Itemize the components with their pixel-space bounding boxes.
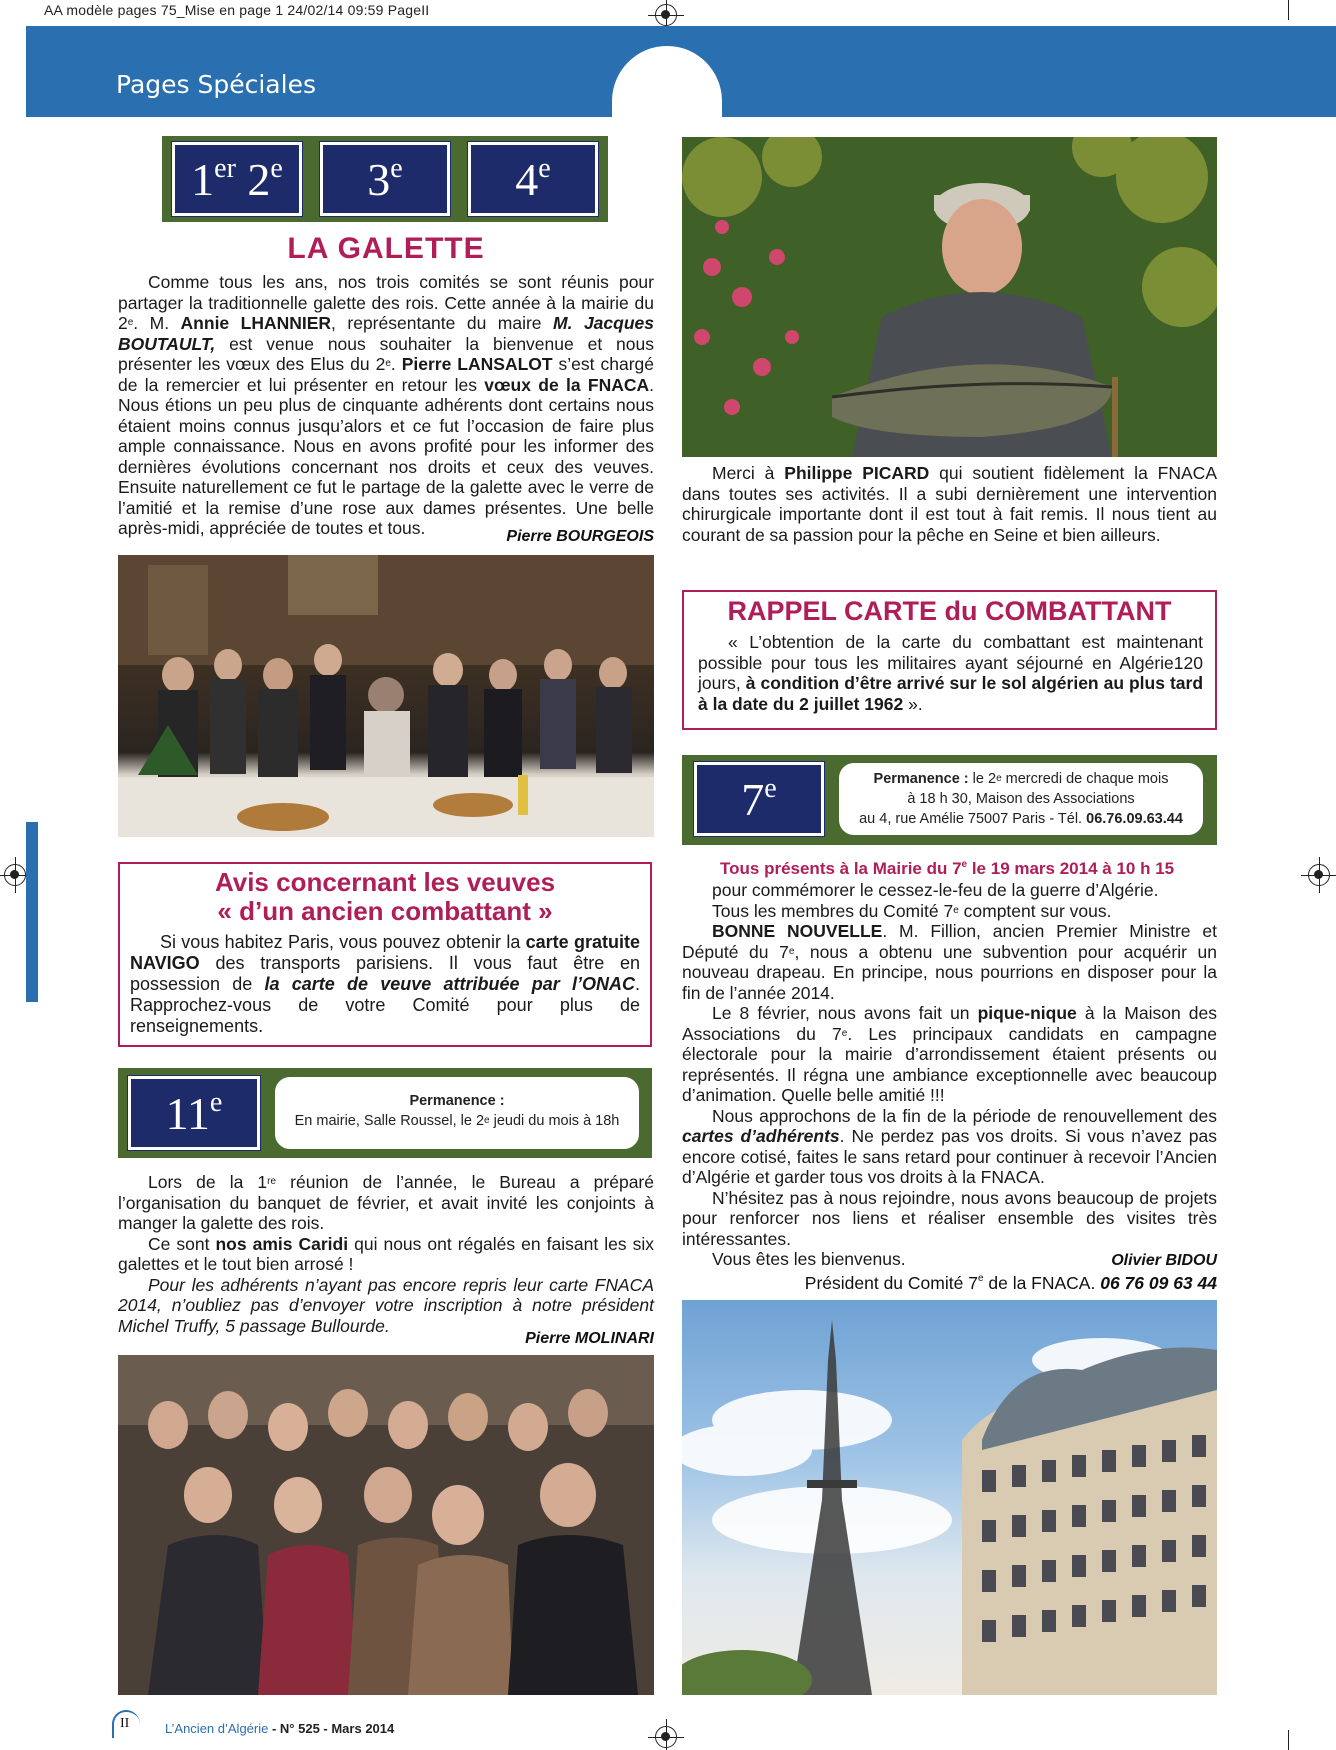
- committee-11-signature: Pierre MOLINARI: [525, 1330, 654, 1347]
- side-tab: [26, 822, 38, 1002]
- footer-publication: L’Ancien d’Algérie - N° 525 - Mars 2014: [165, 1721, 395, 1736]
- committee-11-article: Lors de la 1re réunion de l’année, le Bureau a préparé l’organisation du banquet de février, et avait invité les conjoints à manger la galette des rois. Ce sont nos amis Caridi qui nous ont régalés en faisant les six galettes et le tout bien arrosé ! Pour les adhérents n’ayant pas encore repris leur carte FNACA 2014, n’oubliez pas d’envoyer votre inscription à notre président Michel Truffy, 5 passage Bullourde.: [118, 1172, 654, 1336]
- photo-eiffel-tower: [682, 1300, 1217, 1695]
- rappel-title: RAPPEL CARTE du COMBATTANT: [727, 596, 1172, 626]
- veuves-text: Si vous habitez Paris, vous pouvez obtenir la carte gratuite NAVIGO des transports parisiens. Il vous faut être en possession de la carte de veuve attribuée par l’ONAC. Rapprochez-vous de votre Comité pour plus de renseignements.: [130, 932, 641, 1036]
- galette-signature: Pierre BOURGEOIS: [506, 528, 654, 545]
- committee-7-signature: Olivier BIDOU: [1111, 1252, 1217, 1269]
- galette-article: Comme tous les ans, nos trois comités se sont réunis pour partager la traditionnelle galette des rois. Cette année à la mairie du 2e. M. Annie LHANNIER, représentante du maire M. Jacques BOUTAULT, est venue nous souhaiter la bienvenue et nous présenter les vœux des Elus du 2e. Pierre LANSALOT s’est chargé de la remercier et lui présenter en retour les vœux de la FNACA. Nous étions un peu plus de cinquante adhérents dont certains nous étaient moins connus jusqu’alors et ce fut l’occasion de faire plus ample connaissance. Nous en avons profité pour les informer des dernières évolutions concernant nos droits et ceux des veuves. Ensuite naturellement ce fut le partage de la galette avec le verre de l’amitié et la remise d’une rose aux dames présentes. Une belle après-midi, appréciée de toutes et tous.: [118, 272, 655, 538]
- photo-committee-11-group: [118, 1355, 654, 1695]
- photo-philippe-picard: [682, 137, 1217, 457]
- print-slug: AA modèle pages 75_Mise en page 1 24/02/14 09:59 PageII: [44, 2, 430, 18]
- registration-mark-icon: [4, 864, 26, 886]
- picard-caption: Merci à Philippe PICARD qui soutient fidèlement la FNACA dans toutes ses activités. Il a subi dernièrement une intervention chirurgicale importante dont il est tout à fait remis. Il nous tient au courant de sa passion pour la pêche en Seine et bien ailleurs.: [682, 463, 1217, 545]
- galette-title: LA GALETTE: [287, 232, 485, 265]
- committee-box-3: 3e: [320, 142, 450, 216]
- photo-galette-reception: [118, 555, 654, 837]
- registration-mark-icon: [1308, 864, 1330, 886]
- committee-7-article: pour commémorer le cessez-le-feu de la guerre d’Algérie. Tous les membres du Comité 7e comptent sur vous. BONNE NOUVELLE. M. Fillion, ancien Premier Ministre et Député du 7e, nous a obtenu une subvention pour acquérir un nouveau drapeau. En principe, nous pourrions en disposer pour la fin de l’année 2014. Le 8 février, nous avons fait un pique-nique à la Maison des Associations du 7e. Les principaux candidats en campagne électorale pour la mairie d’arrondissement étaient présents ou représentés. Il régna une ambiance exceptionnelle avec beaucoup d’animation. Quelle belle amitié !!! Nous approchons de la fin de la période de renouvellement des cartes d’adhérents. Ne perdez pas vos droits. Si vous n’avez pas encore cotisé, faites le sans retard pour continuer à recevoir l’Ancien d’Algérie et garder tous vos droits à la FNACA. N’hésitez pas à nous rejoindre, nous avons beaucoup de projets pour renforcer nos liens et réaliser ensemble des visites très intéressantes. Vous êtes les bienvenus.: [682, 880, 1217, 1269]
- section-title: Pages Spéciales: [116, 70, 316, 99]
- committee-7-headline: Tous présents à la Mairie du 7e le 19 mars 2014 à 10 h 15: [720, 859, 1175, 878]
- registration-mark-icon: [655, 1726, 677, 1748]
- veuves-title: Avis concernant les veuves « d’un ancien combattant »: [214, 867, 556, 926]
- committee-7-permanence: Permanence : le 2e mercredi de chaque mois à 18 h 30, Maison des Associations au 4, rue Amélie 75007 Paris - Tél. 06.76.09.63.44: [838, 762, 1204, 836]
- committee-box-1-2: 1er 2e: [172, 142, 302, 216]
- page-folio: II: [112, 1710, 140, 1738]
- committee-7-signature-role: Président du Comité 7e de la FNACA. 06 76 09 63 44: [804, 1273, 1217, 1293]
- committee-box-11: 11e: [128, 1076, 260, 1150]
- rappel-text: « L’obtention de la carte du combattant est maintenant possible pour tous les militaires ayant séjourné en Algérie120 jours, à condition d’être arrivé sur le sol algérien au plus tard à la date du 2 juillet 1962 ».: [698, 632, 1204, 714]
- committee-box-4: 4e: [468, 142, 598, 216]
- registration-mark-icon: [655, 4, 677, 26]
- committee-box-7: 7e: [694, 762, 824, 836]
- committee-11-permanence: Permanence : En mairie, Salle Roussel, le 2e jeudi du mois à 18h: [274, 1076, 640, 1150]
